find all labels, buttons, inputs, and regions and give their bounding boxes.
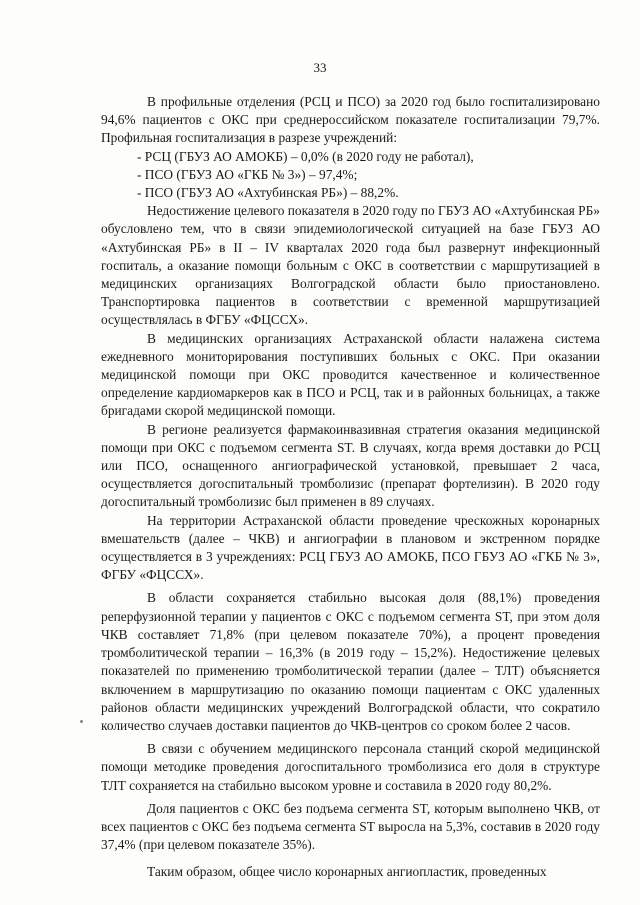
list-item-pso-gkb3: - ПСО (ГБУЗ АО «ГКБ № 3») – 97,4%; bbox=[137, 166, 358, 182]
body-text bbox=[101, 93, 600, 882]
paragraph-conclusion: Таким образом, общее число коронарных ангиопластик, проведенных bbox=[147, 864, 547, 880]
paragraph-reperfusion: В области сохраняется стабильно высокая доля (88,1%) проведения реперфузионной терапии у пациентов с ОКС с подъемом сегмента ST, при этом доля ЧКВ составляет 71,8% (при целевом показателе 70%), а процент проведения тромболитической терапии – 16,3% (в 2019 году – 15,2%). Недостижение целевых показателей по применению тромболитической терапии (далее – ТЛТ) объясняется включением в маршрутизацию по оказанию помощи пациентам с ОКС удаленных районов области медицинских учреждений Волгоградской области, что сократило количество случаев доставки пациентов до ЧКВ-центров со сроком более 2 часов. bbox=[101, 590, 600, 733]
paragraph-monitoring: В медицинских организациях Астраханской области налажена система ежедневного мониторирования поступивших больных с ОКС. При оказании медицинской помощи при ОКС проводится качественное и количественное определение кардиомаркеров как в ПСО и РСЦ, так и в районных больницах, а также бригадами скорой медицинской помощи. bbox=[101, 330, 600, 419]
list-item-rsc: - РСЦ (ГБУЗ АО АМОКБ) – 0,0% (в 2020 году не работал), bbox=[137, 148, 474, 164]
paragraph-target-not-reached: Недостижение целевого показателя в 2020 году по ГБУЗ АО «Ахтубинская РБ» обусловлено тем, что в связи эпидемиологической ситуацией на базе ГБУЗ АО «Ахтубинская РБ» в II – IV кварталах 2020 года был развернут инфекционный госпиталь, а оказание помощи больным с ОКС в соответствии с маршрутизацией в медицинских организациях Волгоградской области было приостановлено. Транспортировка пациентов в соответствии с временной маршрутизацией осуществлялась в ФГБУ «ФЦССХ». bbox=[101, 203, 600, 328]
page-number: 33 bbox=[313, 60, 327, 75]
list-item-pso-akhtubinsk: - ПСО (ГБУЗ АО «Ахтубинская РБ») – 88,2%. bbox=[137, 185, 399, 201]
scan-speck bbox=[80, 720, 83, 723]
paragraph-nste-pci: Доля пациентов с ОКС без подъема сегмента ST, которым выполнено ЧКВ, от всех пациентов с ОКС без подъема сегмента ST выросла на 5,3%, составив в 2020 году 37,4% (при целевом показателе 35%). bbox=[101, 800, 600, 853]
paragraph-pharmacoinvasive: В регионе реализуется фармакоинвазивная стратегия оказания медицинской помощи при ОКС с подъемом сегмента ST. В случаях, когда время доставки до РСЦ или ПСО, оснащенного ангиографической установкой, превышает 2 часа, осуществляется догоспитальный тромболизис (препарат фортелизин). В 2020 году догоспитальный тромболизис был применен в 89 случаях. bbox=[101, 421, 600, 510]
paragraph-training: В связи с обучением медицинского персонала станций скорой медицинской помощи методике проведения догоспитального тромболизиса его доля в структуре ТЛТ сохраняется на стабильно высоком уровне и составила в 2020 году 80,2%. bbox=[101, 741, 600, 793]
paragraph-pci-institutions: На территории Астраханской области проведение чрескожных коронарных вмешательств (далее – ЧКВ) и ангиографии в плановом и экстренном порядке осуществляется в 3 учреждениях: РСЦ ГБУЗ АО АМОКБ, ПСО ГБУЗ АО «ГКБ № 3», ФГБУ «ФЦССХ». bbox=[101, 512, 600, 583]
paragraph-hospitalization: В профильные отделения (РСЦ и ПСО) за 2020 год было госпитализировано 94,6% пациентов с ОКС при среднероссийском показателе госпитализации 79,7%. Профильная госпитализация в разрезе учреждений: bbox=[101, 94, 600, 146]
